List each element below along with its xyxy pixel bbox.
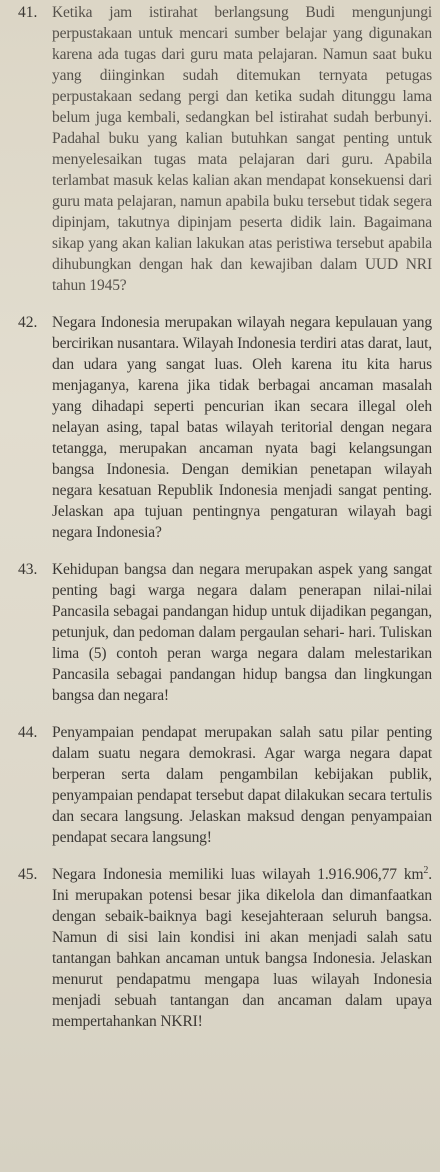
question-text: Negara Indonesia merupakan wilayah negara kepulauan yang bercirikan nusantara. Wilayah Indonesia terdiri atas darat, laut, dan udara yang sangat luas. Oleh karena itu kita harus menjaganya, karena jika tidak berbagai ancaman masalah yang dihadapi seperti pencurian ikan secara illegal oleh nelayan asing, tapal batas wilayah teritorial dengan negara tetangga, merupakan ancaman nyata bagi kelangsungan bangsa Indonesia. Dengan demikian penetapan wilayah negara kesatuan Republik Indonesia menjadi sangat penting. Jelaskan apa tujuan pentingnya pengaturan wilayah bagi negara Indonesia? — [52, 314, 432, 541]
question-text: Kehidupan bangsa dan negara merupakan aspek yang sangat penting bagi warga negara dalam penerapan nilai-nilai Pancasila sebagai pandangan hidup untuk dijadikan pegangan, petunjuk, dan pedoman dalam pergaulan sehari- hari. Tuliskan lima (5) contoh peran warga negara dalam melestarikan Pancasila sebagai pandangan hidup bangsa dan lingkungan bangsa dan negara! — [52, 561, 432, 704]
question-number: 43. — [18, 561, 38, 578]
question-text: Penyampaian pendapat merupakan salah satu pilar penting dalam suatu negara demokrasi. Agar warga negara dapat berperan serta dalam pengambilan kebijakan publik, penyampaian pendapat tersebut dapat dilakukan secara tertulis dan secara langsung. Jelaskan maksud dengan penyampaian pendapat secara langsung! — [52, 724, 432, 846]
area-unit-superscript: 2 — [423, 864, 429, 876]
question-number: 41. — [18, 4, 38, 21]
question-41 — [18, 2, 432, 296]
question-45 — [18, 864, 432, 1032]
question-text-part: Negara Indonesia memiliki luas wilayah 1.916.906,77 km — [52, 866, 424, 883]
question-44 — [18, 722, 432, 848]
question-text — [52, 864, 432, 1032]
question-43 — [18, 559, 432, 706]
question-text-part: . Ini merupakan potensi besar jika dikelola dan dimanfaatkan dengan sebaik-baiknya bagi kesejahteraan seluruh bangsa. Namun di sisi lain kondisi ini akan menjadi salah satu tantangan bahkan ancaman untuk bangsa Indonesia. Jelaskan menurut pendapatmu mengapa luas wilayah Indonesia menjadi sebuah tantangan dan ancaman dalam upaya mempertahankan NKRI! — [52, 866, 432, 1030]
question-text: Ketika jam istirahat berlangsung Budi mengunjungi perpustakaan untuk mencari sumber belajar yang digunakan karena ada tugas dari guru mata pelajaran. Namun saat buku yang diinginkan sudah ditemukan ternyata petugas perpustakaan sedang pergi dan ketika sudah ditunggu lama belum juga kembali, sedangkan bel istirahat sudah berbunyi. Padahal buku yang kalian butuhkan sangat penting untuk menyelesaikan tugas mata pelajaran dari guru. Apabila terlambat masuk kelas kalian akan mendapat konsekuensi dari guru mata pelajaran, namun apabila buku tersebut tidak segera dipinjam, takutnya dipinjam peserta didik lain. Bagaimana sikap yang akan kalian lakukan atas peristiwa tersebut apabila dihubungkan dengan hak dan kewajiban dalam UUD NRI tahun 1945? — [52, 4, 432, 294]
question-number: 44. — [18, 724, 38, 741]
question-number: 42. — [18, 314, 38, 331]
question-42 — [18, 312, 432, 543]
question-number: 45. — [18, 866, 38, 883]
blank-area — [18, 1048, 432, 1108]
